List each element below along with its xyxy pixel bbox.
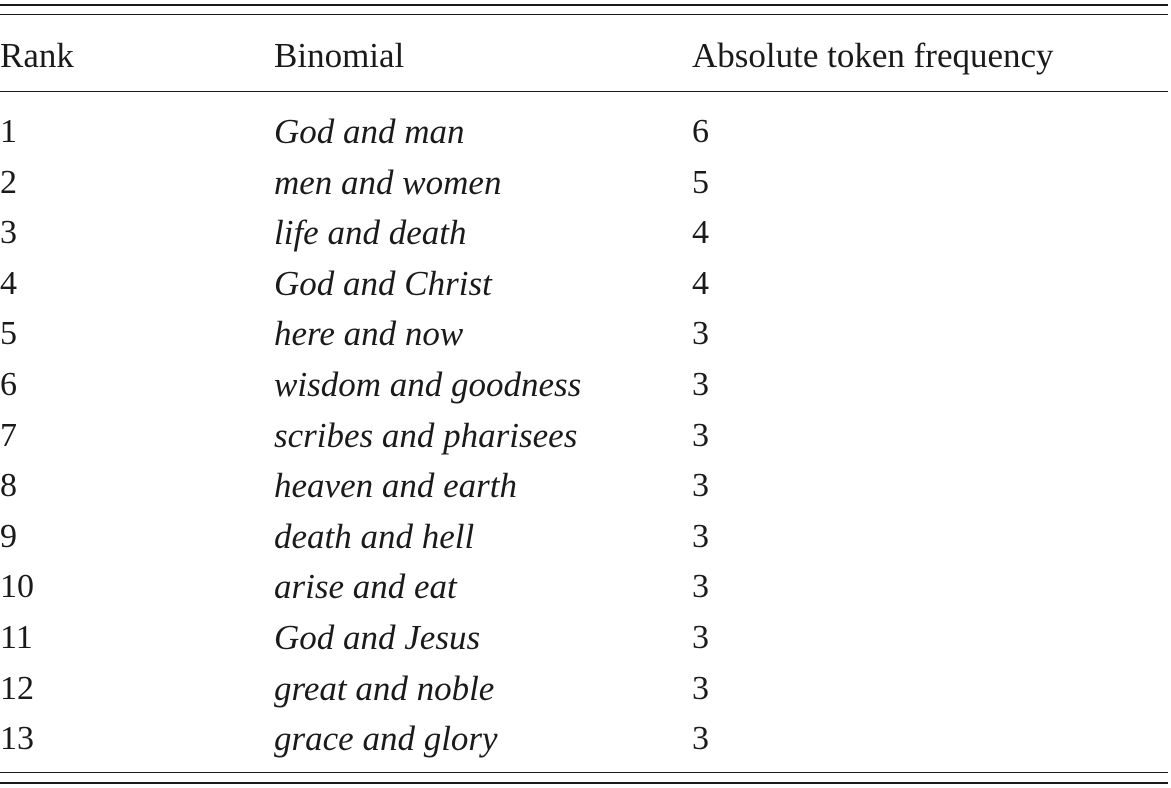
frequency-cell: 3 bbox=[692, 568, 709, 606]
rank-cell: 8 bbox=[0, 467, 17, 505]
header-binomial: Binomial bbox=[274, 36, 405, 75]
binomial-cell: scribes and pharisees bbox=[274, 415, 578, 455]
binomial-cell: here and now bbox=[274, 314, 464, 354]
table-row bbox=[0, 512, 1168, 562]
frequency-cell: 3 bbox=[692, 366, 709, 403]
binomial-cell: death and hell bbox=[274, 516, 475, 556]
binomial-cell: great and noble bbox=[274, 668, 495, 708]
rank-cell: 10 bbox=[0, 568, 34, 606]
binomial-cell: wisdom and goodness bbox=[274, 365, 582, 404]
frequency-cell: 3 bbox=[692, 467, 709, 505]
frequency-cell: 6 bbox=[692, 113, 709, 150]
table-row bbox=[0, 461, 1168, 511]
header-row bbox=[0, 31, 1168, 81]
table-row bbox=[0, 613, 1168, 663]
rank-cell: 5 bbox=[0, 315, 17, 353]
binomial-cell: men and women bbox=[274, 162, 502, 202]
header-rank: Rank bbox=[0, 36, 74, 75]
bottom-rule-outer bbox=[0, 782, 1168, 784]
rank-cell: 7 bbox=[0, 416, 17, 454]
rank-cell: 11 bbox=[0, 619, 33, 656]
binomial-cell: arise and eat bbox=[274, 567, 457, 607]
binomial-cell: God and Jesus bbox=[274, 618, 481, 657]
rank-cell: 1 bbox=[0, 113, 17, 150]
rank-cell: 12 bbox=[0, 669, 34, 707]
frequency-cell: 3 bbox=[692, 669, 709, 707]
frequency-cell: 4 bbox=[692, 264, 709, 302]
rank-cell: 3 bbox=[0, 214, 17, 252]
table-row bbox=[0, 259, 1168, 309]
frequency-cell: 5 bbox=[692, 163, 709, 201]
table-row bbox=[0, 107, 1168, 157]
rank-cell: 4 bbox=[0, 264, 17, 302]
bottom-rule-inner bbox=[0, 772, 1168, 773]
table-row bbox=[0, 158, 1168, 208]
table-row bbox=[0, 309, 1168, 359]
table-row bbox=[0, 208, 1168, 258]
binomial-cell: God and man bbox=[274, 112, 465, 151]
binomial-cell: grace and glory bbox=[274, 719, 498, 759]
table-row bbox=[0, 411, 1168, 461]
table-row bbox=[0, 562, 1168, 612]
rank-cell: 9 bbox=[0, 517, 17, 555]
table-row bbox=[0, 714, 1168, 764]
table-row bbox=[0, 664, 1168, 714]
rank-cell: 13 bbox=[0, 720, 34, 758]
frequency-cell: 3 bbox=[692, 619, 709, 656]
frequency-cell: 3 bbox=[692, 416, 709, 454]
table-row bbox=[0, 360, 1168, 410]
binomial-cell: life and death bbox=[274, 213, 467, 253]
frequency-cell: 4 bbox=[692, 214, 709, 252]
frequency-cell: 3 bbox=[692, 720, 709, 758]
top-rule-outer bbox=[0, 4, 1168, 6]
header-frequency: Absolute token frequency bbox=[692, 36, 1054, 75]
rank-cell: 2 bbox=[0, 163, 17, 201]
header-rule bbox=[0, 91, 1168, 92]
top-rule-inner bbox=[0, 14, 1168, 15]
rank-cell: 6 bbox=[0, 366, 17, 403]
binomial-cell: God and Christ bbox=[274, 263, 492, 303]
frequency-cell: 3 bbox=[692, 517, 709, 555]
binomial-cell: heaven and earth bbox=[274, 466, 517, 506]
frequency-cell: 3 bbox=[692, 315, 709, 353]
